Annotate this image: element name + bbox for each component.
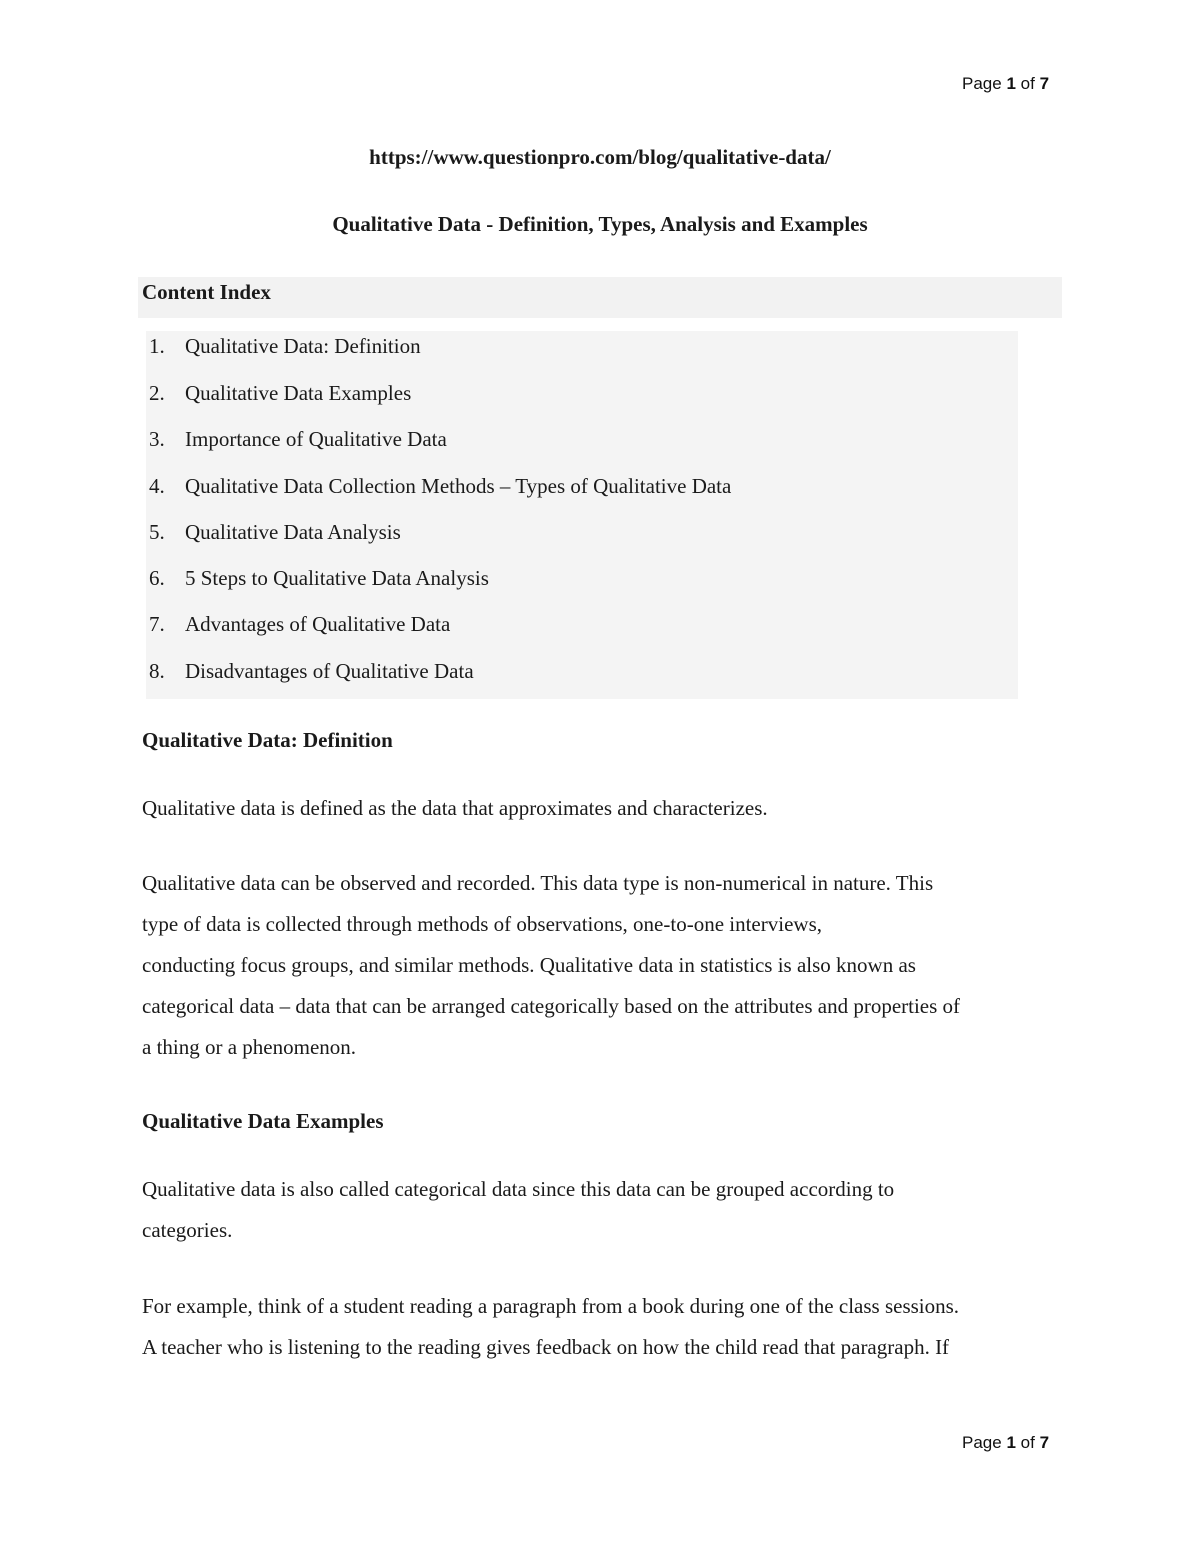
page-current: 1 — [1006, 74, 1016, 93]
toc-item-label: Qualitative Data Collection Methods – Types of Qualitative Data — [185, 474, 732, 498]
toc-item-number: 5. — [149, 520, 165, 544]
toc-item-1[interactable] — [149, 334, 421, 359]
page-of: of — [1020, 74, 1035, 93]
page-total: 7 — [1039, 1433, 1050, 1452]
toc-item-label: Disadvantages of Qualitative Data — [185, 659, 474, 683]
content-index-heading: Content Index — [138, 277, 1062, 318]
paragraph-line: conducting focus groups, and similar methods. Qualitative data in statistics is also known as — [142, 953, 916, 977]
toc-item-label: Qualitative Data Examples — [185, 381, 412, 405]
toc-item-2[interactable] — [149, 381, 411, 406]
source-url: https://www.questionpro.com/blog/qualitative-data/ — [369, 145, 831, 169]
page-label: Page — [962, 74, 1002, 93]
toc-item-number: 6. — [149, 566, 165, 590]
toc-item-label: Qualitative Data: Definition — [185, 334, 421, 358]
toc-item-4[interactable] — [149, 474, 731, 499]
toc-item-number: 7. — [149, 612, 165, 636]
toc-item-5[interactable] — [149, 520, 401, 545]
paragraph-line: type of data is collected through methods of observations, one-to-one interviews, — [142, 912, 822, 936]
toc-item-number: 2. — [149, 381, 165, 405]
toc-item-label: Advantages of Qualitative Data — [185, 612, 451, 636]
paragraph-line: Qualitative data can be observed and recorded. This data type is non-numerical in nature. This — [142, 871, 934, 895]
page-of: of — [1020, 1433, 1035, 1452]
page-number-header — [962, 74, 1049, 94]
toc-item-number: 3. — [149, 427, 165, 451]
section-heading-definition: Qualitative Data: Definition — [142, 728, 393, 752]
toc-item-8[interactable] — [149, 659, 474, 684]
paragraph-line: categorical data – data that can be arranged categorically based on the attributes and properties of — [142, 994, 961, 1018]
toc-item-number: 8. — [149, 659, 165, 683]
page-current: 1 — [1006, 1433, 1016, 1452]
toc-item-3[interactable] — [149, 427, 447, 452]
page-label: Page — [962, 1433, 1002, 1452]
paragraph-line: Qualitative data is defined as the data that approximates and characterizes. — [142, 796, 768, 820]
toc-item-label: Qualitative Data Analysis — [185, 520, 401, 544]
toc-item-number: 4. — [149, 474, 165, 498]
document-title: Qualitative Data - Definition, Types, Analysis and Examples — [332, 212, 868, 236]
paragraph-line: For example, think of a student reading a paragraph from a book during one of the class sessions. — [142, 1294, 960, 1318]
section-heading-examples: Qualitative Data Examples — [142, 1109, 384, 1133]
paragraph-line: Qualitative data is also called categorical data since this data can be grouped according to — [142, 1177, 895, 1201]
paragraph-line: A teacher who is listening to the reading gives feedback on how the child read that paragraph. If — [142, 1335, 950, 1359]
toc-item-7[interactable] — [149, 612, 450, 637]
paragraph-line: categories. — [142, 1218, 233, 1242]
toc-item-label: 5 Steps to Qualitative Data Analysis — [185, 566, 489, 590]
paragraph-line: a thing or a phenomenon. — [142, 1035, 357, 1059]
toc-item-6[interactable] — [149, 566, 489, 591]
toc-item-label: Importance of Qualitative Data — [185, 427, 447, 451]
toc-item-number: 1. — [149, 334, 165, 358]
page-number-footer — [962, 1433, 1049, 1453]
page-total: 7 — [1039, 74, 1050, 93]
